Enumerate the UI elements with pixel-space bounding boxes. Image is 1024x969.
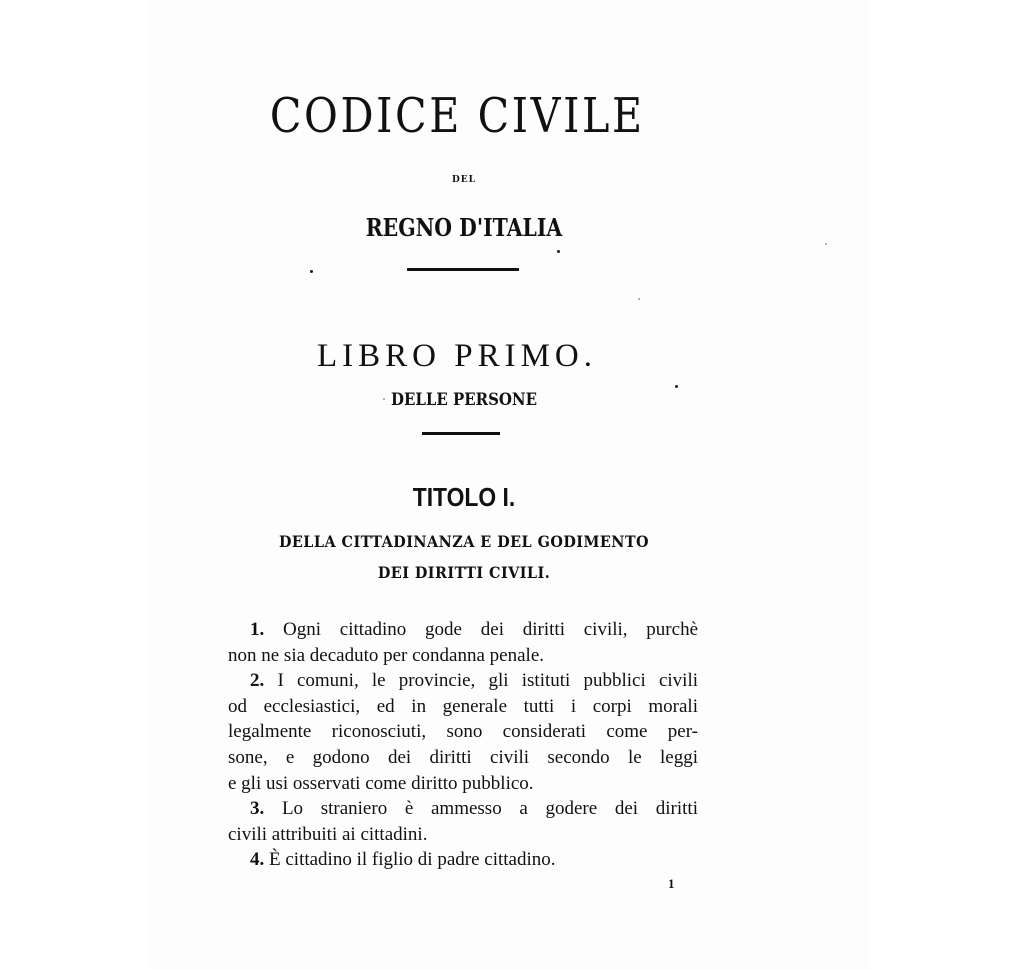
article-line: e gli usi osservati come diritto pubblico. <box>228 772 534 794</box>
article-line: od ecclesiastici, ed in generale tutti i corpi morali <box>228 695 698 717</box>
title-connector: DEL <box>452 175 476 185</box>
ink-speck <box>638 298 640 300</box>
article-line: 1. Ogni cittadino gode dei diritti civili, purchè <box>250 619 699 640</box>
book-subtitle: REGNO D'ITALIA <box>365 213 563 242</box>
article-line: 2. I comuni, le provincie, gli istituti pubblici civili <box>250 670 699 692</box>
section-subtitle-line-1: DELLA CITTADINANZA E DEL GODIMENTO <box>278 532 650 551</box>
article-line: legalmente riconosciuti, sono considerati come per- <box>228 721 698 743</box>
book-subheading: DELLE PERSONE <box>390 390 538 410</box>
ink-speck <box>310 270 313 273</box>
ink-speck <box>675 385 678 388</box>
article-number: 1. <box>250 619 265 640</box>
article-line: non ne sia decaduto per condanna penale. <box>228 644 545 666</box>
article-text <box>228 617 698 873</box>
ink-speck <box>825 243 827 245</box>
article-line: 3. Lo straniero è ammesso a godere dei diritti <box>250 798 698 820</box>
book-heading: LIBRO PRIMO. <box>316 338 598 374</box>
article-line: civili attribuiti ai cittadini. <box>228 823 428 845</box>
article-line: sone, e godono dei diritti civili secondo le leggi <box>228 746 698 768</box>
ink-speck <box>557 250 560 253</box>
section-subtitle-line-2: DEI DIRITTI CIVILI. <box>377 563 551 582</box>
divider-rule <box>422 432 500 435</box>
article-number: 3. <box>250 798 265 820</box>
book-title: CODICE CIVILE <box>269 88 645 144</box>
page-number: 1 <box>668 876 675 891</box>
divider-rule <box>407 268 519 271</box>
article-number: 4. <box>250 849 265 871</box>
section-title: TITOLO I. <box>412 482 516 512</box>
article-line: 4. È cittadino il figlio di padre cittadino. <box>250 849 556 871</box>
article-number: 2. <box>250 670 265 692</box>
